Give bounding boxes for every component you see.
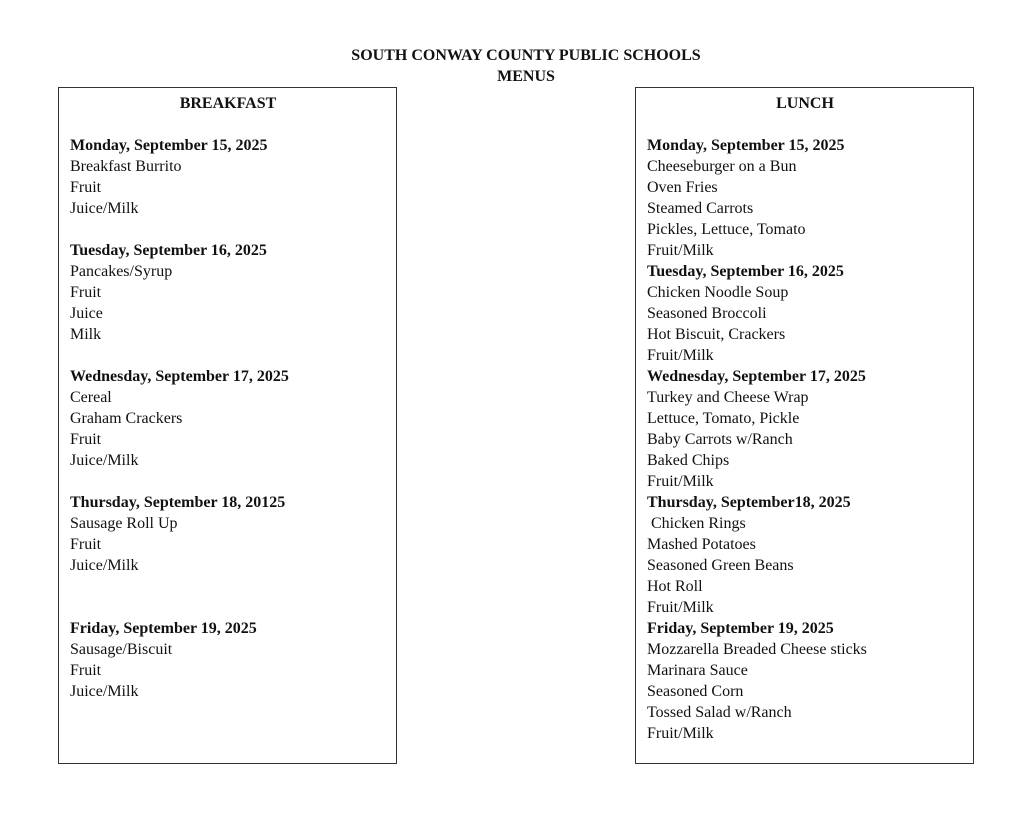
day-date: Friday, September 19, 2025 — [70, 620, 257, 637]
menu-item: Juice/Milk — [70, 557, 139, 574]
menu-item: Pancakes/Syrup — [70, 263, 173, 280]
lunch-menu-box — [635, 87, 974, 764]
day-date: Wednesday, September 17, 2025 — [647, 368, 866, 385]
menu-item: Lettuce, Tomato, Pickle — [647, 410, 800, 427]
menu-item: Fruit — [70, 662, 102, 679]
document-subtitle: MENUS — [497, 68, 555, 85]
day-date: Friday, September 19, 2025 — [647, 620, 834, 637]
breakfast-day-monday — [70, 135, 386, 219]
menu-item: Cereal — [70, 389, 112, 406]
day-date: Thursday, September 18, 20125 — [70, 494, 286, 511]
menu-item: Fruit/Milk — [647, 347, 714, 364]
day-date: Wednesday, September 17, 2025 — [70, 368, 289, 385]
menu-item: Milk — [70, 326, 102, 343]
menu-item: Fruit/Milk — [647, 599, 714, 616]
menu-item: Seasoned Broccoli — [647, 305, 767, 322]
menu-item: Sausage Roll Up — [70, 515, 178, 532]
breakfast-menu-box — [58, 87, 397, 764]
menu-item: Turkey and Cheese Wrap — [647, 389, 809, 406]
menu-item: Tossed Salad w/Ranch — [647, 704, 792, 721]
menu-item: Juice — [70, 305, 103, 322]
breakfast-day-tuesday — [70, 240, 386, 345]
menu-item: Steamed Carrots — [647, 200, 754, 217]
day-date: Thursday, September18, 2025 — [647, 494, 851, 511]
lunch-heading: LUNCH — [776, 95, 834, 112]
lunch-day-tuesday — [647, 261, 963, 366]
breakfast-day-friday — [70, 618, 386, 702]
menu-item: Hot Biscuit, Crackers — [647, 326, 786, 343]
menu-item: Pickles, Lettuce, Tomato — [647, 221, 806, 238]
menu-item: Cheeseburger on a Bun — [647, 158, 797, 175]
menu-item: Chicken Rings — [647, 515, 746, 532]
menu-item: Mashed Potatoes — [647, 536, 756, 553]
menu-item: Fruit/Milk — [647, 725, 714, 742]
day-date: Monday, September 15, 2025 — [647, 137, 845, 154]
menu-item: Marinara Sauce — [647, 662, 748, 679]
menu-item: Sausage/Biscuit — [70, 641, 173, 658]
breakfast-day-thursday — [70, 492, 386, 576]
menu-item: Baked Chips — [647, 452, 730, 469]
menu-item: Juice/Milk — [70, 452, 139, 469]
menu-item: Fruit — [70, 284, 102, 301]
lunch-day-friday — [647, 618, 963, 744]
document-title: SOUTH CONWAY COUNTY PUBLIC SCHOOLS — [351, 47, 701, 64]
breakfast-day-wednesday — [70, 366, 386, 471]
lunch-day-thursday — [647, 492, 963, 618]
menu-item: Fruit — [70, 179, 102, 196]
menu-item: Juice/Milk — [70, 683, 139, 700]
menu-item: Fruit/Milk — [647, 473, 714, 490]
menu-item: Juice/Milk — [70, 200, 139, 217]
menu-item: Chicken Noodle Soup — [647, 284, 789, 301]
breakfast-heading: BREAKFAST — [179, 95, 277, 112]
menu-item: Seasoned Green Beans — [647, 557, 794, 574]
lunch-day-wednesday — [647, 366, 963, 492]
menu-item: Oven Fries — [647, 179, 718, 196]
menu-item: Hot Roll — [647, 578, 703, 595]
menu-item: Mozzarella Breaded Cheese sticks — [647, 641, 867, 658]
menu-item: Graham Crackers — [70, 410, 183, 427]
menu-item: Breakfast Burrito — [70, 158, 182, 175]
lunch-day-monday — [647, 135, 963, 261]
menu-item: Fruit — [70, 431, 102, 448]
menu-item: Fruit — [70, 536, 102, 553]
menu-item: Baby Carrots w/Ranch — [647, 431, 793, 448]
day-date: Tuesday, September 16, 2025 — [70, 242, 267, 259]
day-date: Tuesday, September 16, 2025 — [647, 263, 844, 280]
menu-item: Seasoned Corn — [647, 683, 744, 700]
menu-item: Fruit/Milk — [647, 242, 714, 259]
day-date: Monday, September 15, 2025 — [70, 137, 268, 154]
